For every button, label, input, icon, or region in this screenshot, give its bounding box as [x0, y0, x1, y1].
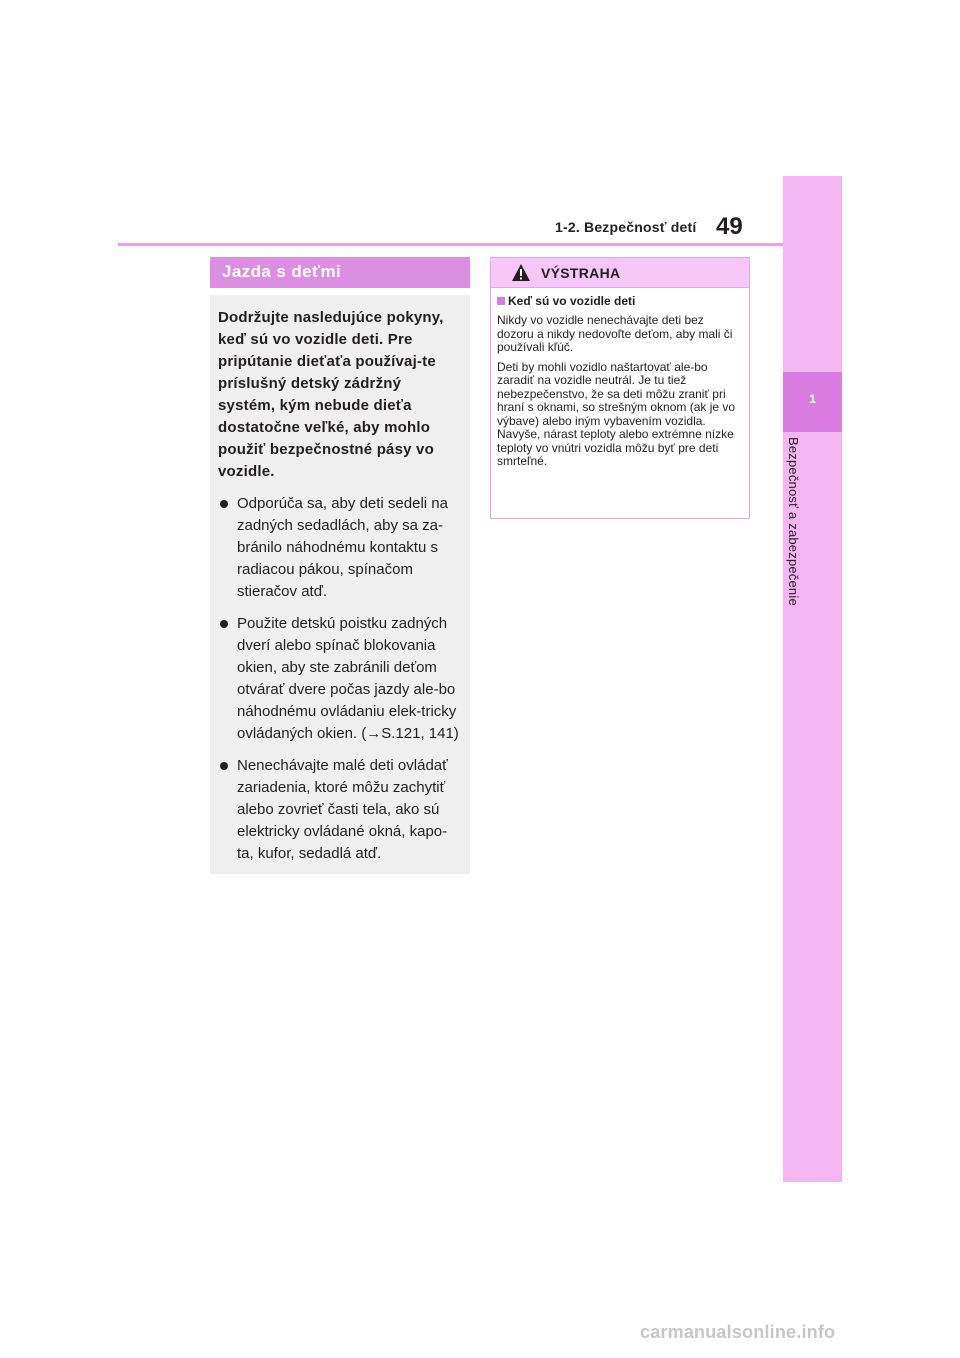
list-item [218, 755, 462, 865]
footer-watermark: carmanualsonline.info [640, 1322, 836, 1342]
warning-title: VÝSTRAHA [541, 265, 621, 281]
warning-box [490, 257, 750, 519]
bullet-list [218, 493, 462, 865]
section-heading: Jazda s deťmi [222, 262, 342, 281]
warning-body [491, 288, 749, 469]
bullet-dot-icon [220, 500, 228, 508]
instructions-box [210, 295, 470, 874]
bullet-dot-icon [220, 620, 228, 628]
chapter-side-tab [783, 176, 842, 1182]
warning-paragraph: Deti by mohli vozidlo naštartovať ale-bo zaradiť na vozidle neutrál. Je tu tiež nebezpečenstvo, že sa deti môžu zraniť pri hraní s oknami, so strešným oknom (ak je vo výbave) alebo iným vybavením vozidla. Navyše, nárast teploty alebo extrémne nízke teploty vo vnútri vozidla môžu byť pre deti smrteľné. [497, 359, 736, 468]
intro-text: Dodržujte nasledujúce pokyny, keď sú vo vozidle deti. Pre pripútanie dieťaťa používaj-te príslušný detský zádržný systém, kým nebude dieťa dostatočne veľké, aby mohlo použiť bezpečnostné pásy vo vozidle. [218, 309, 444, 480]
section-label: 1-2. Bezpečnosť detí [555, 219, 697, 235]
warning-subtitle-text: Keď sú vo vozidle deti [508, 294, 636, 308]
square-bullet-icon [497, 297, 505, 305]
warning-header [491, 258, 749, 288]
warning-triangle-icon [511, 263, 531, 282]
list-item [218, 613, 462, 745]
chapter-number: 1 [809, 392, 816, 406]
bullet-text: Odporúča sa, aby deti sedeli na zadných sedadlách, aby sa za-bránilo náhodnému kontaktu s radiacou pákou, spínačom stieračov atď. [237, 495, 448, 600]
chapter-title: Bezpečnosť a zabezpečenie [786, 437, 801, 606]
page-number: 49 [716, 213, 743, 240]
list-item [218, 493, 462, 603]
warning-paragraph: Nikdy vo vozidle nenechávajte deti bez dozoru a nikdy nedovoľte deťom, aby mali či používali kľúč. [497, 313, 733, 354]
bullet-dot-icon [220, 762, 228, 770]
warning-subtitle [497, 294, 743, 308]
bullet-text: Použite detskú poistku zadných dverí alebo spínač blokovania okien, aby ste zabránili deťom otvárať dvere počas jazdy ale-bo náhodnému ovládaniu elek-tricky ovládaných okien. (→S.121, 141) [237, 615, 459, 742]
bullet-text: Nenechávajte malé deti ovládať zariadenia, ktoré môžu zachytiť alebo zovrieť časti tela, ako sú elektricky ovládané okná, kapo-ta, kufor, sedadlá atď. [237, 757, 448, 862]
header-rule [118, 243, 783, 246]
